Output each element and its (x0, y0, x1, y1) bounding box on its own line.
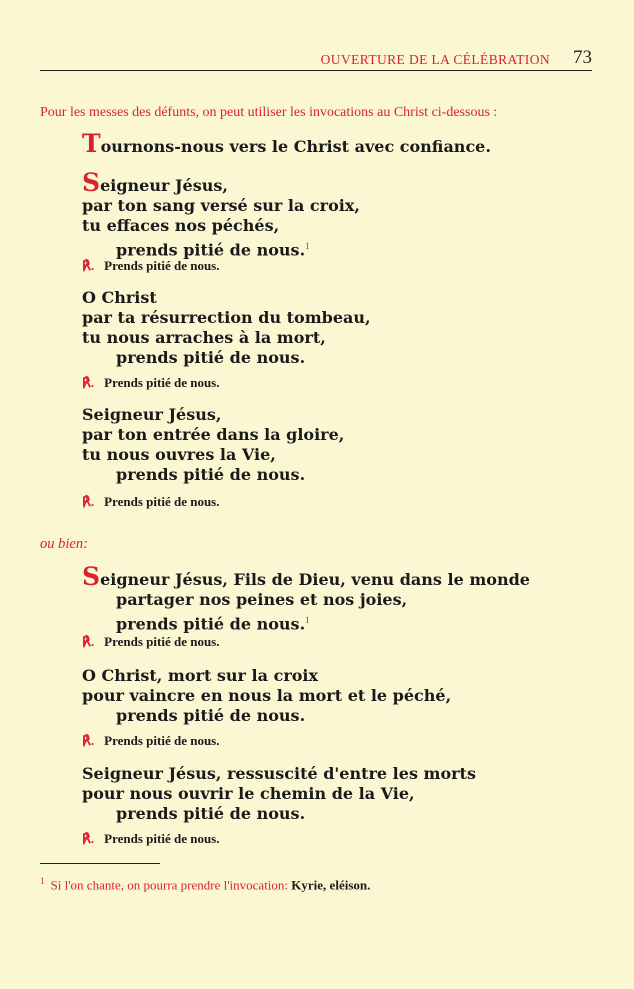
invocation-refrain: prends pitié de nous. (116, 706, 306, 725)
footnote-rule (40, 863, 160, 864)
footnote-number: 1 (40, 876, 45, 886)
invitation-text: ournons-nous vers le Christ avec confiance. (100, 137, 491, 156)
response-symbol: ℟. (82, 375, 95, 390)
drop-cap: S (82, 562, 101, 591)
response-6 (82, 831, 220, 847)
drop-cap: S (82, 168, 101, 197)
invocation-line: Seigneur Jésus, ressuscité d'entre les morts (82, 764, 476, 783)
footnote-kyrie: Kyrie, eléison. (291, 877, 371, 893)
response-symbol: ℟. (82, 733, 95, 748)
invocation-line: Seigneur Jésus, (82, 405, 222, 424)
response-5 (82, 733, 220, 749)
response-symbol: ℟. (82, 634, 95, 649)
response-symbol: ℟. (82, 258, 95, 273)
response-1 (82, 258, 220, 274)
invocation-refrain: prends pitié de nous. (116, 614, 306, 634)
page-number: 73 (573, 47, 592, 68)
invocation-refrain: prends pitié de nous. (116, 348, 306, 367)
invocation-line: par ton entrée dans la gloire, (82, 425, 345, 444)
drop-cap: T (82, 129, 101, 158)
response-text: Prends pitié de nous. (104, 634, 220, 649)
invocation-line: eigneur Jésus, Fils de Dieu, venu dans le monde (100, 570, 530, 589)
running-header (40, 47, 592, 71)
response-text: Prends pitié de nous. (104, 375, 220, 390)
invocation-3 (82, 405, 344, 485)
invocation-line: eigneur Jésus, (100, 176, 228, 195)
invocation-refrain: prends pitié de nous. (116, 240, 306, 260)
invocation-line: tu nous arraches à la mort, (82, 328, 326, 347)
invocation-2 (82, 288, 371, 368)
footnote-marker: 1 (305, 615, 310, 625)
invocation-line: pour vaincre en nous la mort et le péché, (82, 686, 452, 705)
footnote-text: Si l'on chante, on pourra prendre l'invocation: (50, 877, 289, 893)
invocation-line: par ton sang versé sur la croix, (82, 196, 360, 215)
invitation (82, 129, 491, 158)
invocation-line: tu effaces nos péchés, (82, 216, 280, 235)
invocation-refrain: prends pitié de nous. (116, 465, 306, 484)
response-4 (82, 634, 220, 650)
invocation-line: O Christ, mort sur la croix (82, 666, 319, 685)
response-text: Prends pitié de nous. (104, 258, 220, 273)
invocation-line: O Christ (82, 288, 157, 307)
response-text: Prends pitié de nous. (104, 831, 220, 846)
response-2 (82, 375, 220, 391)
response-symbol: ℟. (82, 494, 95, 509)
response-3 (82, 494, 220, 510)
response-text: Prends pitié de nous. (104, 494, 220, 509)
invocation-line: partager nos peines et nos joies, (116, 590, 408, 609)
invocation-line: pour nous ouvrir le chemin de la Vie, (82, 784, 415, 803)
invocation-line: tu nous ouvres la Vie, (82, 445, 276, 464)
response-symbol: ℟. (82, 831, 95, 846)
invocation-5 (82, 666, 451, 726)
section-title: OUVERTURE DE LA CÉLÉBRATION (320, 52, 550, 67)
rubric-intro: Pour les messes des défunts, on peut utiliser les invocations au Christ ci-dessous : (40, 105, 498, 120)
invocation-1 (82, 168, 360, 260)
invocation-refrain: prends pitié de nous. (116, 804, 306, 823)
footnote (40, 876, 370, 893)
ou-bien-rubric: ou bien: (40, 536, 88, 552)
response-text: Prends pitié de nous. (104, 733, 220, 748)
invocation-4 (82, 562, 530, 634)
footnote-marker: 1 (305, 241, 310, 251)
invocation-line: par ta résurrection du tombeau, (82, 308, 371, 327)
invocation-6 (82, 764, 476, 824)
